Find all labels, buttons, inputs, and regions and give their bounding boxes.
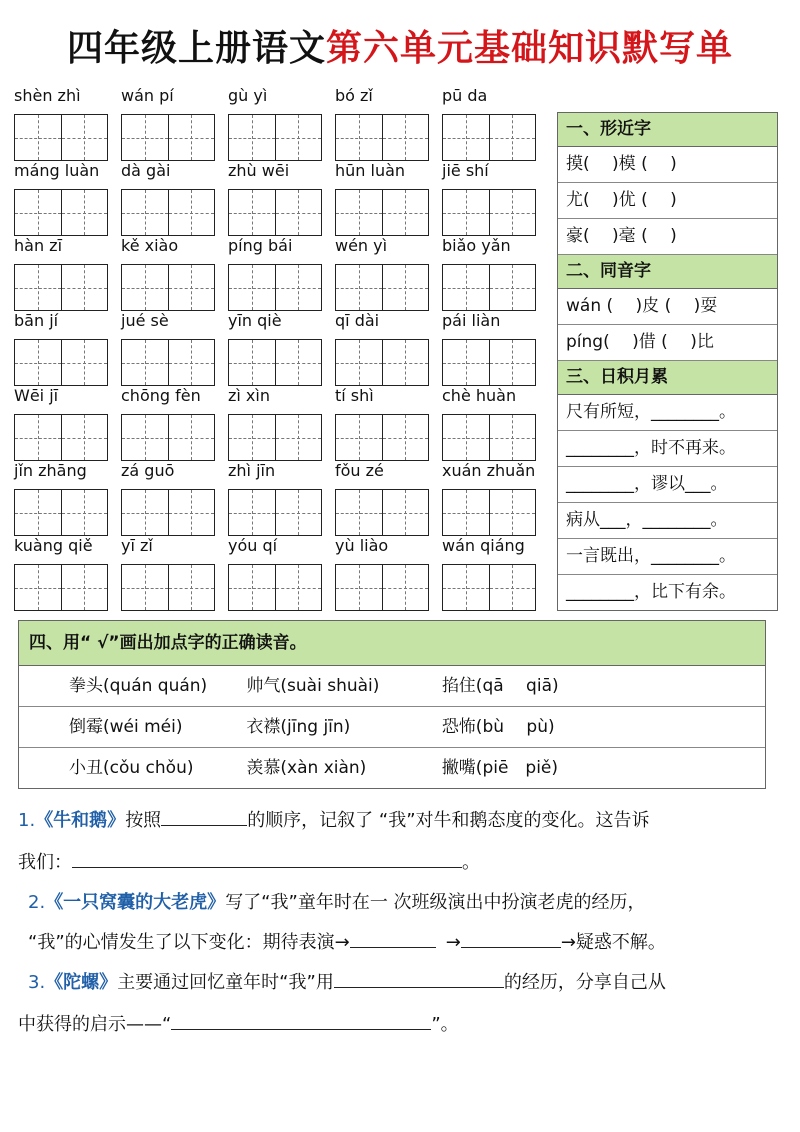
writing-boxes[interactable] — [121, 414, 215, 461]
question-text: 写了“我”童年时在一 次班级演出中扮演老虎的经历， — [225, 892, 646, 913]
pinyin-label: bān jí — [14, 311, 59, 330]
pinyin-label: biǎo yǎn — [442, 236, 511, 255]
pinyin-label: chōng fèn — [121, 386, 201, 405]
question-text: 的经历，分享自己从 — [503, 972, 666, 993]
grid-row — [14, 536, 544, 611]
proverb-row[interactable]: ________，谬以___。 — [558, 467, 777, 503]
question-3-line-1 — [28, 968, 793, 994]
writing-boxes[interactable] — [335, 189, 429, 236]
pinyin-label: jué sè — [121, 311, 169, 330]
section-heading-similar-chars: 一、形近字 — [558, 113, 777, 147]
section-heading-homophones: 二、同音字 — [558, 255, 777, 289]
pinyin-label: xuán zhuǎn — [442, 461, 536, 480]
writing-boxes[interactable] — [335, 264, 429, 311]
pinyin-label: wén yì — [335, 236, 388, 255]
pronunciation-item[interactable]: 帅气(suài shuài) — [246, 676, 380, 696]
writing-boxes[interactable] — [14, 264, 108, 311]
pinyin-label: chè huàn — [442, 386, 517, 405]
pinyin-label: kě xiào — [121, 236, 179, 255]
question-2-line-2 — [28, 928, 793, 954]
homophone-row[interactable]: píng( )借 ( )比 — [558, 325, 777, 361]
title-red: 第六单元基础知识默写单 — [326, 27, 734, 69]
answer-blank[interactable] — [350, 929, 436, 948]
writing-boxes[interactable] — [228, 489, 322, 536]
question-number: 2. — [28, 892, 46, 913]
pronunciation-item[interactable]: 小丑(cǒu chǒu) — [69, 758, 194, 778]
pinyin-label: zhì jīn — [228, 461, 276, 480]
writing-boxes[interactable] — [335, 114, 429, 161]
answer-blank[interactable] — [72, 849, 462, 868]
writing-boxes[interactable] — [14, 489, 108, 536]
grid-row — [14, 236, 544, 311]
question-text: 按照 — [125, 810, 162, 831]
pronunciation-item[interactable]: 拳头(quán quán) — [69, 676, 208, 696]
pinyin-label: fǒu zé — [335, 461, 384, 480]
title-black: 四年级上册语文 — [66, 27, 326, 69]
homophone-row[interactable]: wán ( )皮 ( )耍 — [558, 289, 777, 325]
proverb-row[interactable]: 病从___，________。 — [558, 503, 777, 539]
writing-boxes[interactable] — [121, 339, 215, 386]
writing-boxes[interactable] — [335, 489, 429, 536]
pronunciation-item[interactable]: 倒霉(wéi méi) — [69, 717, 183, 737]
pronunciation-item[interactable]: 衣襟(jīng jīn) — [246, 717, 351, 737]
grid-row — [14, 86, 544, 161]
writing-boxes[interactable] — [228, 189, 322, 236]
section-heading-pronunciation: 四、用“ √”画出加点字的正确读音。 — [19, 621, 765, 666]
writing-boxes[interactable] — [228, 264, 322, 311]
question-3-line-2 — [18, 1010, 783, 1036]
writing-boxes[interactable] — [14, 414, 108, 461]
pronunciation-item[interactable]: 掐住(qā qiā) — [441, 676, 559, 696]
pinyin-label: zì xìn — [228, 386, 270, 405]
writing-boxes[interactable] — [121, 264, 215, 311]
writing-boxes[interactable] — [121, 114, 215, 161]
pinyin-label: jǐn zhāng — [14, 461, 87, 480]
pinyin-label: qī dài — [335, 311, 380, 330]
question-number: 3. — [28, 972, 46, 993]
pinyin-label: shèn zhì — [14, 86, 81, 105]
question-text: “我”的心情发生了以下变化：期待表演→ — [28, 932, 350, 953]
pinyin-label: kuàng qiě — [14, 536, 93, 555]
writing-boxes[interactable] — [121, 564, 215, 611]
writing-boxes[interactable] — [228, 564, 322, 611]
grid-row — [14, 161, 544, 236]
pronunciation-row — [19, 707, 765, 748]
question-text: →疑惑不解。 — [560, 932, 666, 953]
question-2-line-1 — [28, 888, 793, 914]
pinyin-label: máng luàn — [14, 161, 100, 180]
pinyin-label: bó zǐ — [335, 86, 373, 105]
pinyin-label: yī zǐ — [121, 536, 153, 555]
writing-boxes[interactable] — [442, 564, 536, 611]
pinyin-label: jiē shí — [442, 161, 489, 180]
similar-char-row[interactable]: 摸( )模 ( ) — [558, 147, 777, 183]
book-title: 《牛和鹅》 — [35, 810, 126, 831]
pinyin-label: tí shì — [335, 386, 374, 405]
pinyin-label: yóu qí — [228, 536, 278, 555]
writing-boxes[interactable] — [442, 414, 536, 461]
pinyin-label: píng bái — [228, 236, 293, 255]
pronunciation-section — [18, 620, 766, 789]
answer-blank[interactable] — [461, 929, 561, 948]
answer-blank[interactable] — [171, 1011, 431, 1030]
grid-row — [14, 386, 544, 461]
question-text: ”。 — [431, 1014, 459, 1035]
similar-char-row[interactable]: 豪( )毫 ( ) — [558, 219, 777, 255]
writing-boxes[interactable] — [442, 114, 536, 161]
writing-boxes[interactable] — [442, 189, 536, 236]
page-title — [0, 20, 800, 71]
writing-boxes[interactable] — [14, 189, 108, 236]
writing-boxes[interactable] — [228, 414, 322, 461]
writing-boxes[interactable] — [442, 489, 536, 536]
writing-boxes[interactable] — [121, 189, 215, 236]
question-1-line-2 — [18, 848, 783, 874]
pinyin-grid — [14, 86, 544, 611]
writing-boxes[interactable] — [442, 339, 536, 386]
question-1-line-1 — [18, 806, 783, 832]
book-title: 《一只窝囊的大老虎》 — [45, 892, 226, 913]
question-text: 主要通过回忆童年时“我”用 — [117, 972, 334, 993]
pinyin-label: zhù wēi — [228, 161, 290, 180]
question-text: 。 — [462, 852, 480, 873]
writing-boxes[interactable] — [228, 114, 322, 161]
proverb-row[interactable]: 尺有所短，________。 — [558, 395, 777, 431]
writing-boxes[interactable] — [14, 114, 108, 161]
grid-row — [14, 311, 544, 386]
question-text: 的顺序，记叙了 “我”对牛和鹅态度的变化。这告诉 — [247, 810, 650, 831]
pinyin-label: yīn qiè — [228, 311, 282, 330]
proverb-row[interactable]: ________，比下有余。 — [566, 582, 736, 602]
pinyin-label: hūn luàn — [335, 161, 406, 180]
pronunciation-item[interactable]: 撇嘴(piē piě) — [441, 758, 559, 778]
pinyin-label: wán qiáng — [442, 536, 525, 555]
pronunciation-item[interactable]: 恐怖(bù pù) — [441, 717, 555, 737]
pinyin-label: wán pí — [121, 86, 174, 105]
answer-blank[interactable] — [161, 807, 247, 826]
pronunciation-row — [19, 748, 765, 788]
writing-boxes[interactable] — [228, 339, 322, 386]
question-number: 1. — [18, 810, 36, 831]
knowledge-panel — [557, 112, 778, 611]
pinyin-label: zá guō — [121, 461, 175, 480]
writing-boxes[interactable] — [335, 414, 429, 461]
pinyin-label: gù yì — [228, 86, 268, 105]
similar-char-row[interactable]: 尤( )优 ( ) — [558, 183, 777, 219]
pronunciation-row — [19, 666, 765, 707]
section-heading-accumulation: 三、日积月累 — [558, 361, 777, 395]
book-title: 《陀螺》 — [45, 972, 118, 993]
proverb-row[interactable]: 一言既出，________。 — [558, 539, 777, 575]
question-text: → — [445, 932, 461, 953]
question-text: 中获得的启示——“ — [18, 1014, 172, 1035]
question-text: 我们： — [18, 852, 72, 873]
writing-boxes[interactable] — [14, 564, 108, 611]
pinyin-label: yù liào — [335, 536, 389, 555]
grid-row — [14, 461, 544, 536]
pinyin-label: pū da — [442, 86, 488, 105]
writing-boxes[interactable] — [14, 339, 108, 386]
pinyin-label: pái liàn — [442, 311, 501, 330]
writing-boxes[interactable] — [442, 264, 536, 311]
answer-blank[interactable] — [334, 969, 504, 988]
pinyin-label: hàn zī — [14, 236, 63, 255]
pinyin-label: Wēi jī — [14, 386, 59, 405]
pronunciation-item[interactable]: 羡慕(xàn xiàn) — [246, 758, 367, 778]
writing-boxes[interactable] — [335, 564, 429, 611]
pinyin-label: dà gài — [121, 161, 171, 180]
proverb-row[interactable]: ________，时不再来。 — [558, 431, 777, 467]
writing-boxes[interactable] — [121, 489, 215, 536]
writing-boxes[interactable] — [335, 339, 429, 386]
